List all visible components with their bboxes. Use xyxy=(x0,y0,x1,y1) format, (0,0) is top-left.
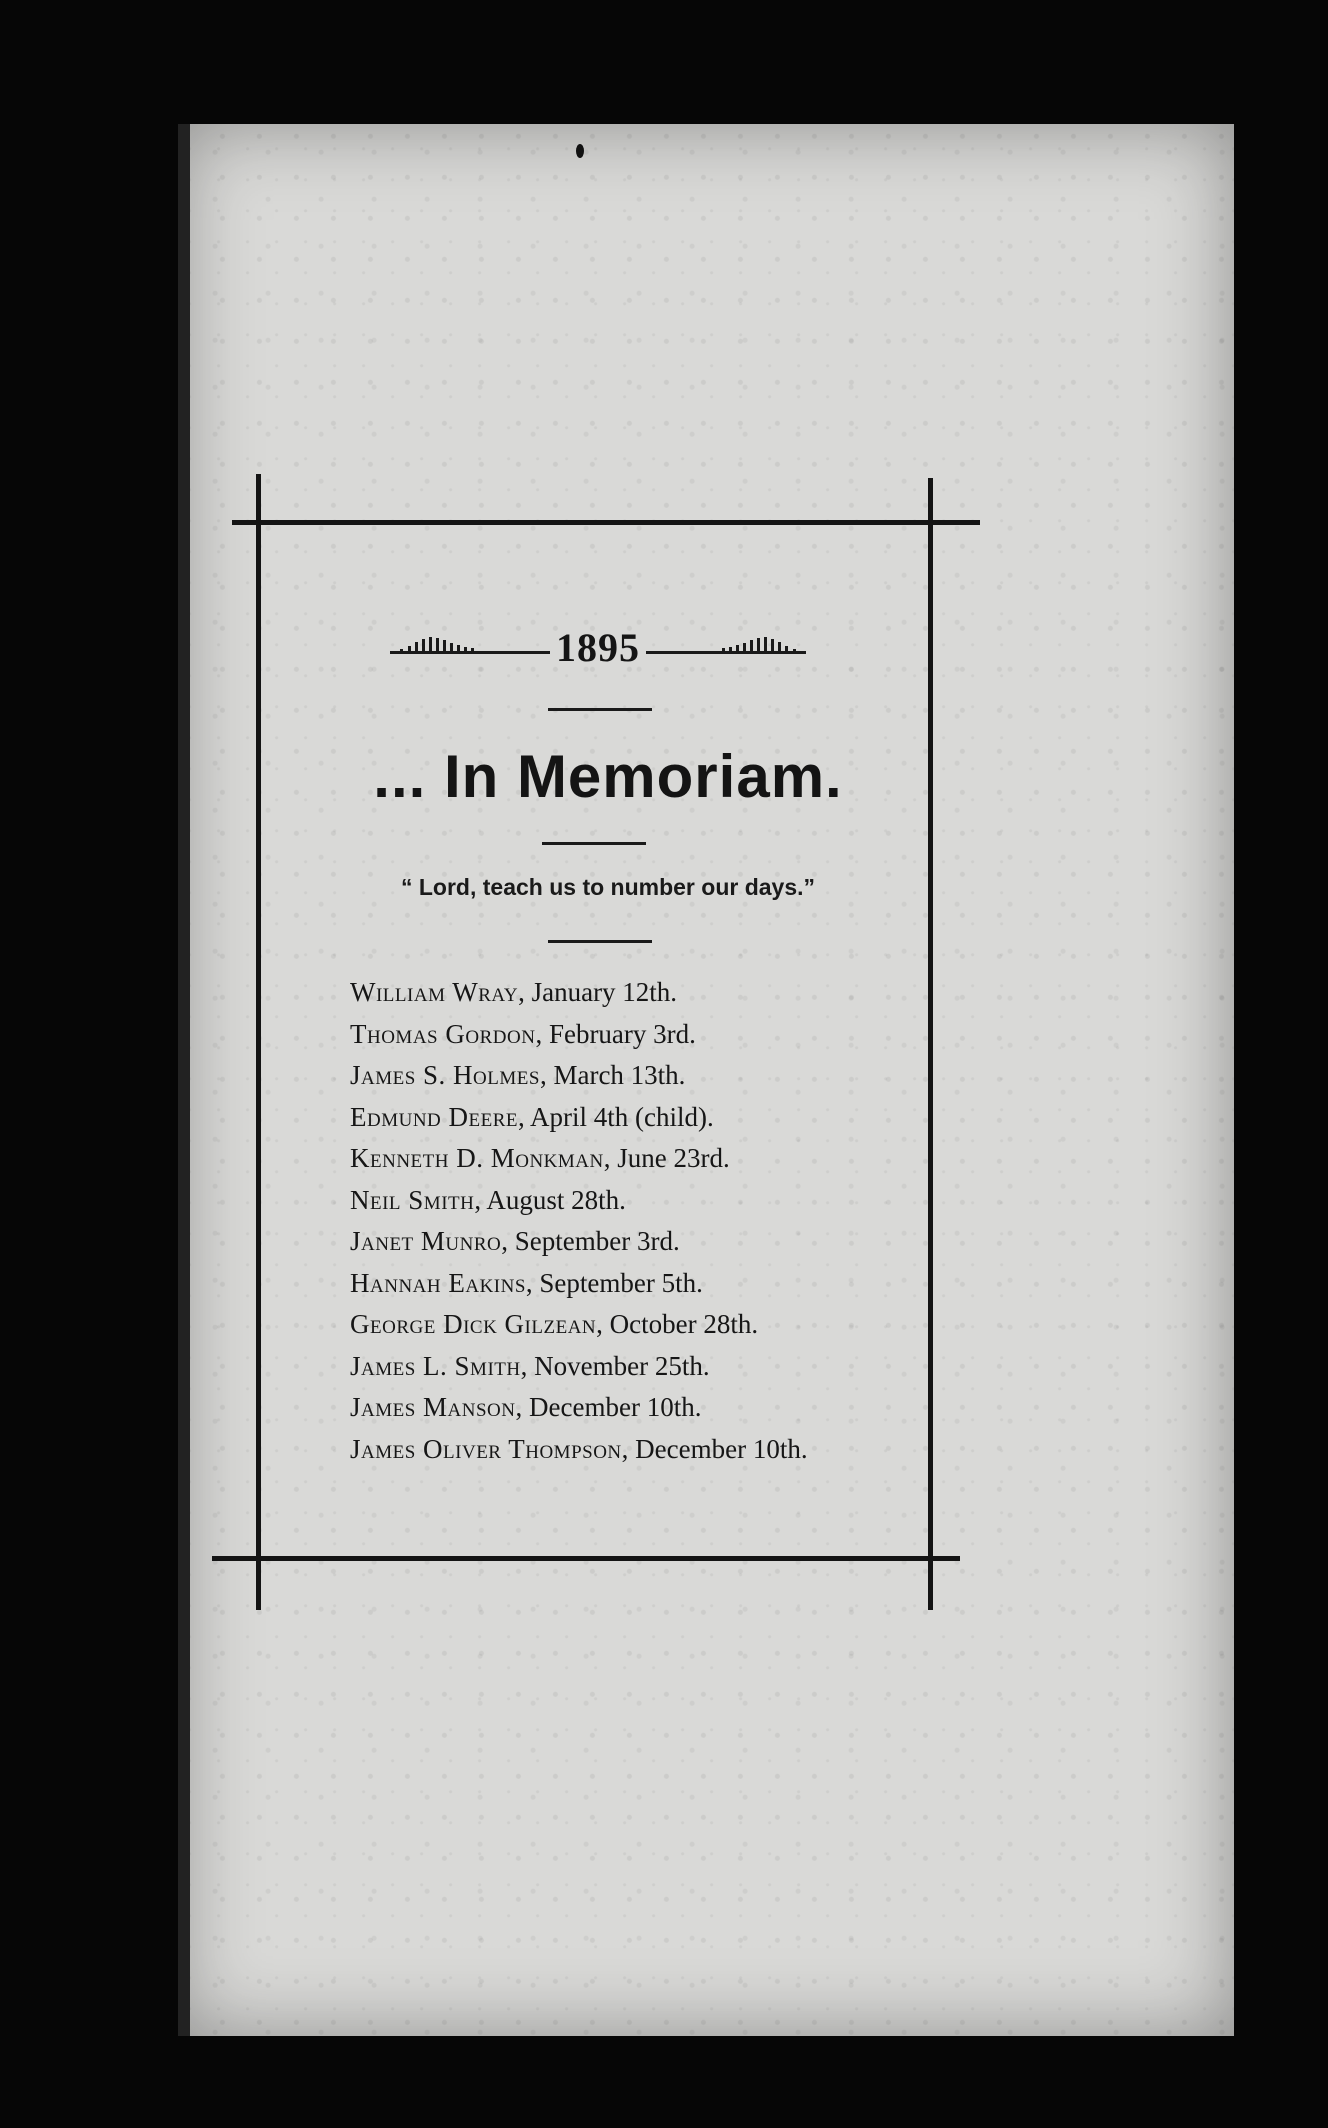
list-item xyxy=(350,1387,910,1429)
list-item xyxy=(350,1097,910,1139)
list-item xyxy=(350,1180,910,1222)
list-item xyxy=(350,1014,910,1056)
deceased-name: Neil Smith xyxy=(350,1184,475,1215)
year-heading xyxy=(378,624,818,671)
deceased-name: Edmund Deere xyxy=(350,1101,519,1132)
divider-rule xyxy=(542,842,646,845)
deceased-name: George Dick Gilzean xyxy=(350,1309,597,1339)
death-date: , April 4th (child). xyxy=(518,1101,714,1132)
death-date: , October 28th. xyxy=(596,1309,759,1339)
list-item xyxy=(350,1304,910,1346)
list-item xyxy=(350,1429,910,1471)
deceased-name: James Manson xyxy=(350,1392,516,1422)
year-text: 1895 xyxy=(556,625,640,670)
death-date: , September 5th. xyxy=(525,1267,703,1298)
death-date: , June 23rd. xyxy=(603,1143,730,1173)
list-item xyxy=(350,1221,910,1263)
deceased-name: William Wray xyxy=(350,977,519,1007)
scripture-motto: “ Lord, teach us to number our days.” xyxy=(400,874,816,900)
death-date: , December 10th. xyxy=(621,1433,808,1464)
deceased-name: Janet Munro xyxy=(350,1226,502,1256)
death-date: , August 28th. xyxy=(474,1184,626,1215)
death-date: , March 13th. xyxy=(539,1060,686,1090)
memorial-card xyxy=(178,124,1234,2036)
deceased-name: James L. Smith xyxy=(350,1350,521,1381)
death-date: , February 3rd. xyxy=(535,1018,696,1049)
page-title: ... In Memoriam. xyxy=(373,743,843,810)
memorial-name-list xyxy=(350,972,910,1470)
death-date: , January 12th. xyxy=(518,977,678,1007)
divider-rule xyxy=(548,708,652,711)
list-item xyxy=(350,1055,910,1097)
list-item xyxy=(350,1138,910,1180)
deceased-name: James S. Holmes xyxy=(350,1060,540,1090)
list-item xyxy=(350,1263,910,1305)
deceased-name: Thomas Gordon xyxy=(350,1018,536,1049)
death-date: , December 10th. xyxy=(515,1392,702,1422)
deceased-name: Kenneth D. Monkman xyxy=(350,1143,604,1173)
death-date: , November 25th. xyxy=(520,1350,710,1381)
death-date: , September 3rd. xyxy=(501,1226,680,1256)
deceased-name: Hannah Eakins xyxy=(350,1267,526,1298)
list-item xyxy=(350,972,910,1014)
divider-rule xyxy=(548,940,652,943)
deceased-name: James Oliver Thompson xyxy=(350,1433,622,1464)
list-item xyxy=(350,1346,910,1388)
right-flourish-ornament xyxy=(646,635,806,661)
left-flourish-ornament xyxy=(390,635,550,661)
